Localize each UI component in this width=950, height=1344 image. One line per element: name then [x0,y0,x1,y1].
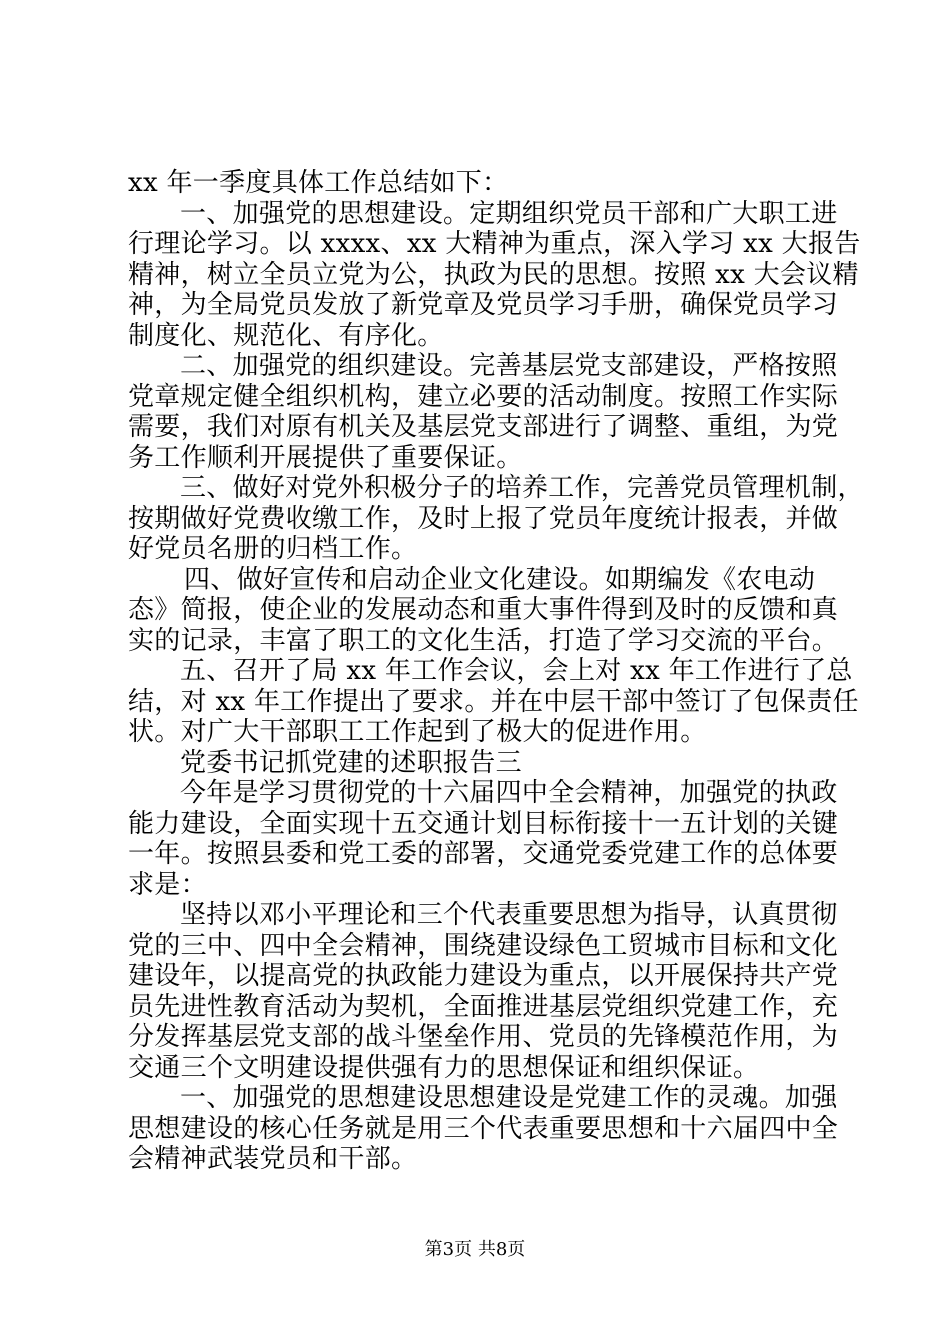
text-line: 一、加强党的思想建设思想建设是党建工作的灵魂。加强 [180,1083,838,1113]
text-line: xx 年一季度具体工作总结如下： [128,168,509,198]
text-line: 行理论学习。以 xxxx、xx 大精神为重点，深入学习 xx 大报告 [128,229,861,259]
text-line: 制度化、规范化、有序化。 [128,320,444,351]
text-line: 三、做好对党外积极分子的培养工作，完善党员管理机制， [180,473,864,503]
text-line: 实的记录，丰富了职工的文化生活，打造了学习交流的平台。 [128,625,839,656]
text-line: 一、加强党的思想建设。定期组织党员干部和广大职工进 [180,198,838,229]
page-number-footer: 第3页 共8页 [424,1239,526,1260]
text-line: 思想建设的核心任务就是用三个代表重要思想和十六届四中全 [128,1113,839,1144]
text-line: 务工作顺利开展提供了重要保证。 [128,442,523,473]
text-line: 四、做好宣传和启动企业文化建设。如期编发《农电动 [184,564,816,595]
text-line: 需要，我们对原有机关及基层党支部进行了调整、重组，为党 [128,412,839,442]
text-line: 好党员名册的归档工作。 [128,534,418,564]
text-line: 坚持以邓小平理论和三个代表重要思想为指导，认真贯彻 [180,900,838,930]
text-line: 五、召开了局 xx 年工作会议，会上对 xx 年工作进行了总 [180,656,853,686]
text-line: 员先进性教育活动为契机，全面推进基层党组织党建工作，充 [128,991,839,1022]
text-line: 党的三中、四中全会精神，围绕建设绿色工贸城市目标和文化 [128,930,839,961]
text-line: 一年。按照县委和党工委的部署，交通党委党建工作的总体要 [128,839,839,869]
text-line: 态》简报，使企业的发展动态和重大事件得到及时的反馈和真 [128,595,839,625]
text-line: 建设年，以提高党的执政能力建设为重点，以开展保持共产党 [128,961,839,991]
document-body [128,168,864,1175]
text-line: 能力建设，全面实现十五交通计划目标衔接十一五计划的关键 [128,808,839,839]
text-line: 二、加强党的组织建设。完善基层党支部建设，严格按照 [180,351,838,381]
text-line: 分发挥基层党支部的战斗堡垒作用、党员的先锋模范作用，为 [128,1022,839,1052]
text-line: 党章规定健全组织机构，建立必要的活动制度。按照工作实际 [128,381,839,412]
text-line: 会精神武装党员和干部。 [128,1144,418,1174]
section-heading: 党委书记抓党建的述职报告三 [180,747,522,778]
text-line: 交通三个文明建设提供强有力的思想保证和组织保证。 [128,1052,760,1083]
text-line: 精神，树立全员立党为公，执政为民的思想。按照 xx 大会议精 [128,259,859,290]
text-line: 状。对广大干部职工工作起到了极大的促进作用。 [128,717,707,747]
text-line: 今年是学习贯彻党的十六届四中全会精神，加强党的执政 [180,778,838,808]
text-line: 结，对 xx 年工作提出了要求。并在中层干部中签订了包保责任 [128,686,859,717]
text-line: 按期做好党费收缴工作，及时上报了党员年度统计报表，并做 [128,503,839,534]
text-line: 神，为全局党员发放了新党章及党员学习手册，确保党员学习 [128,290,839,320]
text-line: 求是： [128,869,207,900]
